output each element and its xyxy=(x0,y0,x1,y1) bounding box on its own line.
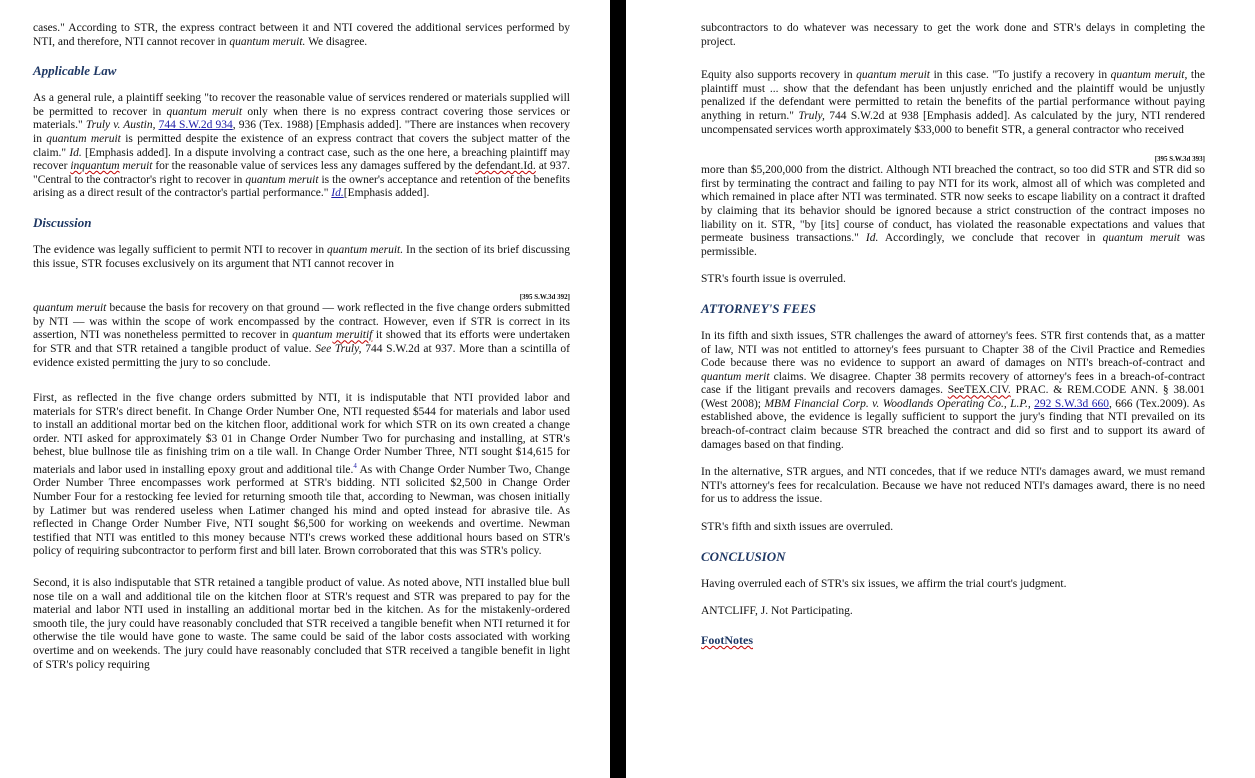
page-marker: [395 S.W.3d 392] xyxy=(519,293,570,302)
paragraph-second: Second, it is also indisputable that STR retained a tangible product of value. As noted above, NTI installed blue bull nose tile on a wall and additional tile on the kitchen floor at STR's request and STR was prepared to pay for the material and labor NTI used in installing an additional mortar bed in the kitchen. As for the mistakenly-ordered smooth tile, the jury could have reasonably concluded that STR received a tangible benefit when NTI returned it for otherwise the tile would have gone to waste. The same could be said of the labor costs associated with working overtime and on weekends. The jury could have reasonably concluded that STR received a tangible benefit in light of STR's policy requiring xyxy=(33,577,570,671)
text: , 666 (Tex.2009). As established above, the evidence is legally sufficient to support the jury's finding that NTI prevailed on its breach-of-contract claim because STR breached the contract and did so first and to support its award of damages based on that finding. xyxy=(701,397,1206,451)
paragraph-continuation: subcontractors to do whatever was necessary to get the work done and STR's delays in completing the project. xyxy=(701,22,1205,48)
text: cases." According to STR, the express contract between it and NTI covered the additional services performed by NTI, and therefore, NTI cannot recover in xyxy=(33,22,570,48)
page-divider xyxy=(610,0,626,778)
text: In the section of its brief discussing this issue, STR focuses exclusively on its argument that NTI cannot recover in xyxy=(33,243,570,270)
citation-link[interactable]: 292 S.W.3d 660 xyxy=(1034,397,1109,410)
footnotes-heading: FootNotes xyxy=(701,632,753,647)
text: it showed that its efforts were undertaken for STR and that STR retained a tangible product of value. xyxy=(33,329,570,355)
text-italic: Truly v. Austin, xyxy=(85,119,156,132)
page-marker: [395 S.W.3d 393] xyxy=(1154,155,1205,164)
right-page xyxy=(626,0,1255,778)
paragraph-intro xyxy=(33,22,570,49)
text-italic: MBM Financial Corp. v. Woodlands Operating Co., L.P., xyxy=(764,397,1031,410)
paragraph-more xyxy=(701,164,1205,259)
text: We disagree. xyxy=(305,35,368,48)
text: As a general rule, a plaintiff seeking "to recover the reasonable value of services rendered or materials supplied will be permitted to recover in xyxy=(33,92,570,118)
citation-link[interactable]: Id. xyxy=(331,187,344,200)
heading-conclusion: CONCLUSION xyxy=(701,548,786,564)
text: for the reasonable value of services less any damages suffered by the xyxy=(152,160,476,173)
text-italic: quantum meruit. xyxy=(327,243,404,256)
paragraph-quantum-meruit xyxy=(33,302,570,370)
text-italic: See Truly, xyxy=(315,342,362,355)
paragraph-fifth-issue: STR's fifth and sixth issues are overruled. xyxy=(701,521,894,534)
text: In its fifth and sixth issues, STR challenges the award of attorney's fees. STR first contends that, as a matter of law, NTI was not entitled to attorney's fees pursuant to Chapter 38 of the Civil Practice and Remedies Code because there was no evidence to support an award of damages on NTI's breach-of-contract and xyxy=(701,329,1205,370)
heading-attorneys-fees: ATTORNEY'S FEES xyxy=(701,300,816,316)
paragraph-applicable-law xyxy=(33,92,570,201)
paragraph-equity xyxy=(701,69,1205,137)
text: 744 S.W.2d at 938 [Emphasis added]. As calculated by the jury, NTI rendered uncompensated services worth approximately $33,000 to benefit STR, a general contractor who received xyxy=(701,109,1206,136)
text: The evidence was legally sufficient to permit NTI to recover in xyxy=(33,243,328,256)
heading-applicable-law: Applicable Law xyxy=(33,63,117,79)
text: claims. We disagree. Chapter 38 permits recovery of attorney's fees in a breach-of-contract case if the litigant prevails and recovers damages. xyxy=(701,370,1205,397)
text-italic: Id. xyxy=(865,232,879,245)
text: at 937. "Central to the contractor's right to recover in xyxy=(33,160,570,186)
paragraph-fees xyxy=(701,330,1205,452)
text-italic: quantum meruit xyxy=(46,132,121,145)
text: Equity also supports recovery in xyxy=(701,69,857,82)
text-italic: quantum meruit. xyxy=(229,35,306,48)
text: was permissible. xyxy=(701,232,1205,258)
text: PRAC. & REM.CODE ANN. § 38.001 (West 2008); xyxy=(701,384,1205,410)
text: more than $5,200,000 from the district. Although NTI breached the contract, so too did STR and STR did so first by terminating the contract and failing to pay NTI for its work, almost all of which was completed and which remained in place after NTI was terminated. STR now seeks to escape liability on a contract it drafted by claiming that its behavior should be ignored because a strict construction of the contract imposes no liability on it. STR, "by [its] course of conduct, has violated the reasonable expectations and values that permeate business transactions." xyxy=(701,164,1205,245)
text-italic: Truly, xyxy=(798,109,825,122)
text-italic: quantum xyxy=(292,329,333,342)
text-italic: quantum meruit, xyxy=(1110,69,1188,82)
text-italic: quantum meruit xyxy=(856,69,930,82)
paragraph-first xyxy=(33,392,570,559)
paragraph-alternative: In the alternative, STR argues, and NTI concedes, that if we reduce NTI's damages award, we must remand NTI's attorney's fees for recalculation. Because we have not reduced NTI's damages award, there is no need for us to address the issue. xyxy=(701,466,1205,506)
paragraph-antcliff: ANTCLIFF, J. Not Participating. xyxy=(701,605,853,618)
paragraph-fourth-issue: STR's fourth issue is overruled. xyxy=(701,273,846,286)
left-page xyxy=(0,0,610,778)
heading-discussion: Discussion xyxy=(33,214,92,230)
misspelled-word: SeeTEX.CIV. xyxy=(947,384,1011,397)
text: As with Change Order Number Two, Change Order Number Three encompasses work performed at STR's bidding. NTI solicited $2,500 in Change Order Number Four for a restocking fee levied for returning smooth tile that, according to Newman, was chosen initially by Latimer but was rendered useless when Latimer changed his mind and opted instead for abrasive tile. As reflected in Change Order Number Five, NTI sought $6,500 for working on weekends and overtime. Newman testified that NTI was entitled to this money because NTI's crews worked these additional hours based on STR's policy of requiring subcontractor to perform first and bill later. Brown corroborated that this was STR's policy. xyxy=(33,463,571,558)
text: [Emphasis added]. xyxy=(343,187,430,200)
text-italic: quantum meruit xyxy=(166,105,243,118)
text: because the basis for recovery on that ground — work reflected in the five change orders submitted by NTI — was within the scope of work encompassed by the contract. However, even if STR is correct in its assertion, NTI was nonetheless permitted to recover in xyxy=(33,302,570,342)
text: First, as reflected in the five change orders submitted by NTI, it is indisputable that NTI provided labor and materials for STR's direct benefit. In Change Order Number One, NTI requested $544 for materials and labor used to install an additional mortar bed on the kitchen floor, additional work for which STR on its own created a change order. NTI asked for approximately $3 01 in Change Order Number Two for purchasing and installing, at STR's behest, blue bullnose tile as finishing trim on a tile wall. In Change Order Number Three, NTI sought $14,615 for materials and labor used in installing epoxy grout and additional tile. xyxy=(33,392,570,476)
text: in this case. "To justify a recovery in xyxy=(930,69,1111,82)
citation-link[interactable]: 744 S.W.2d 934 xyxy=(158,119,233,132)
misspelled-word: inquantum xyxy=(70,160,120,173)
paragraph-conclusion: Having overruled each of STR's six issues, we affirm the trial court's judgment. xyxy=(701,577,1067,590)
text-italic: quantum meruit xyxy=(33,302,107,315)
text: only when there is no express contract covering those services or materials." xyxy=(33,105,570,132)
text-italic: quantum meruit xyxy=(245,173,319,186)
text: 744 S.W.2d at 937. More than a scintilla of evidence existed permitting the jury to so conclude. xyxy=(33,342,571,369)
misspelled-word: defendant.Id. xyxy=(475,160,536,173)
text: is the owner's acceptance and retention of the benefits arising as a direct result of the contractor's partial performance." xyxy=(33,173,570,200)
misspelled-word: meruitif xyxy=(332,329,373,342)
text: Accordingly, we conclude that recover in xyxy=(878,232,1103,245)
text-italic: quantum meruit xyxy=(1102,232,1180,245)
text: [Emphasis added]. In a dispute involving a contract case, such as the one here, a breaching plaintiff may recover xyxy=(33,146,570,173)
text: the plaintiff must ... show that the defendant has been unjustly enriched and the plaintiff would be unjustly penalized if the defendant were permitted to retain the benefits of the partial performance without paying anything in return." xyxy=(701,69,1205,122)
text: is permitted despite the existence of an express contract that covers the subject matter of the claim." xyxy=(33,132,571,159)
text-italic: quantum merit xyxy=(701,370,770,383)
text-italic: Id. xyxy=(69,146,82,159)
text: , 936 (Tex. 1988) [Emphasis added]. "There are instances when recovery in xyxy=(33,119,571,145)
text-italic: meruit xyxy=(119,160,153,173)
footnote-ref[interactable]: 4 xyxy=(353,462,357,471)
paragraph-discussion xyxy=(33,244,570,271)
